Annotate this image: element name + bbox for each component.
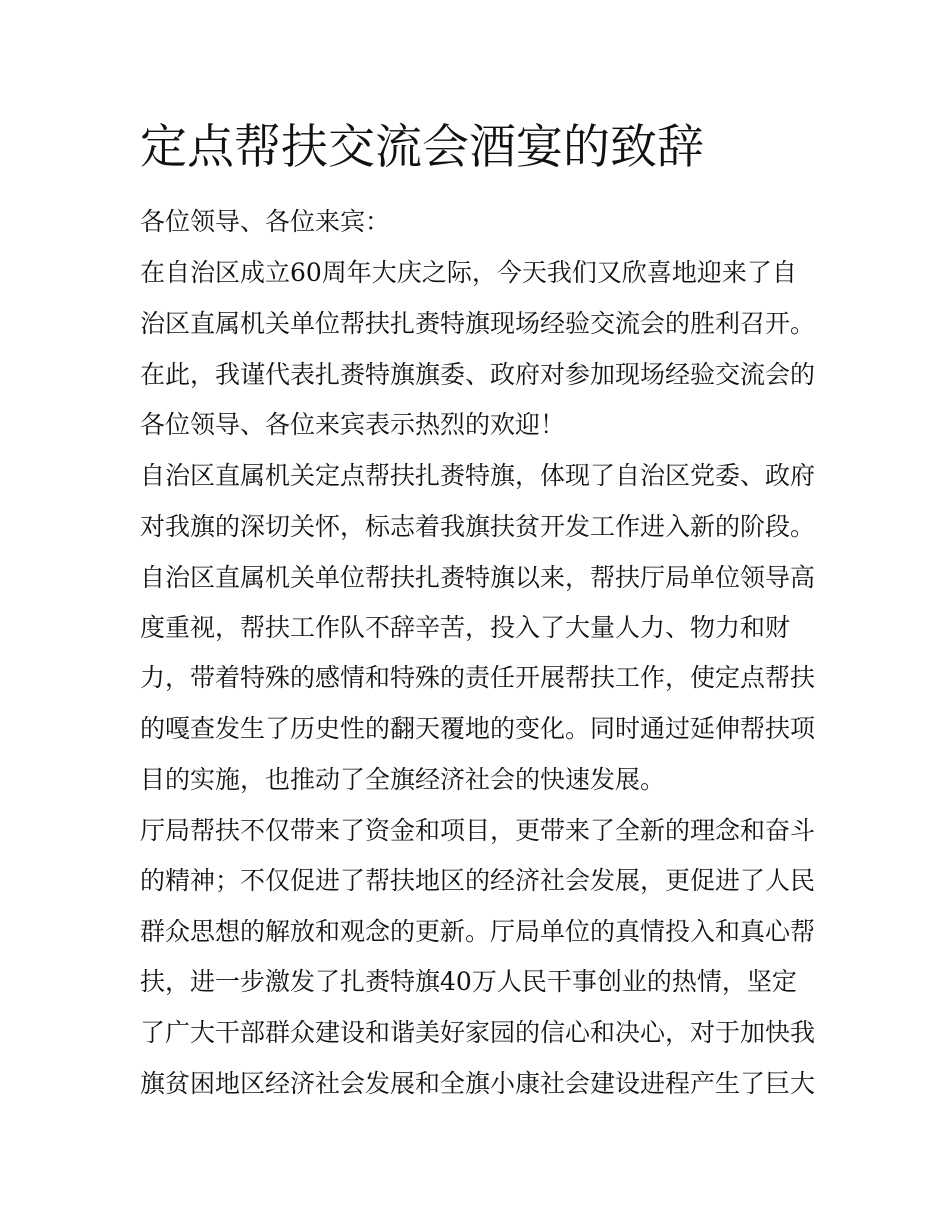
- text-line: 对我旗的深切关怀，标志着我旗扶贫开发工作进入新的阶段。: [140, 512, 816, 541]
- text-line: 度重视，帮扶工作队不辞辛苦，投入了大量人力、物力和财: [140, 613, 791, 642]
- text-line: 的嘎查发生了历史性的翻天覆地的变化。同时通过延伸帮扶项: [140, 714, 816, 743]
- text-line: 自治区直属机关定点帮扶扎赉特旗，体现了自治区党委、政府: [140, 461, 816, 490]
- text-line: 群众思想的解放和观念的更新。厅局单位的真情投入和真心帮: [140, 917, 816, 946]
- text-line: 自治区直属机关单位帮扶扎赉特旗以来，帮扶厅局单位领导高: [140, 563, 816, 592]
- text-line: 扶，进一步激发了扎赉特旗40万人民干事创业的热情，坚定: [140, 967, 797, 996]
- text-line: 旗贫困地区经济社会发展和全旗小康社会建设进程产生了巨大: [140, 1069, 816, 1098]
- text-line: 各位领导、各位来宾：: [140, 207, 391, 236]
- text-line: 的精神；不仅促进了帮扶地区的经济社会发展，更促进了人民: [140, 866, 816, 895]
- text-line: 力，带着特殊的感情和特殊的责任开展帮扶工作，使定点帮扶: [140, 663, 816, 692]
- text-line: 厅局帮扶不仅带来了资金和项目，更带来了全新的理念和奋斗: [140, 816, 816, 845]
- text-line: 目的实施，也推动了全旗经济社会的快速发展。: [140, 765, 666, 794]
- text-line: 各位领导、各位来宾表示热烈的欢迎！: [140, 410, 566, 439]
- text-line: 治区直属机关单位帮扶扎赉特旗现场经验交流会的胜利召开。: [140, 309, 816, 338]
- text-line: 在自治区成立60周年大庆之际，今天我们又欣喜地迎来了自: [140, 258, 797, 287]
- text-line: 了广大干部群众建设和谐美好家园的信心和决心，对于加快我: [140, 1018, 816, 1047]
- text-line: 在此，我谨代表扎赉特旗旗委、政府对参加现场经验交流会的: [140, 360, 816, 389]
- document-title: 定点帮扶交流会酒宴的致辞: [140, 120, 704, 175]
